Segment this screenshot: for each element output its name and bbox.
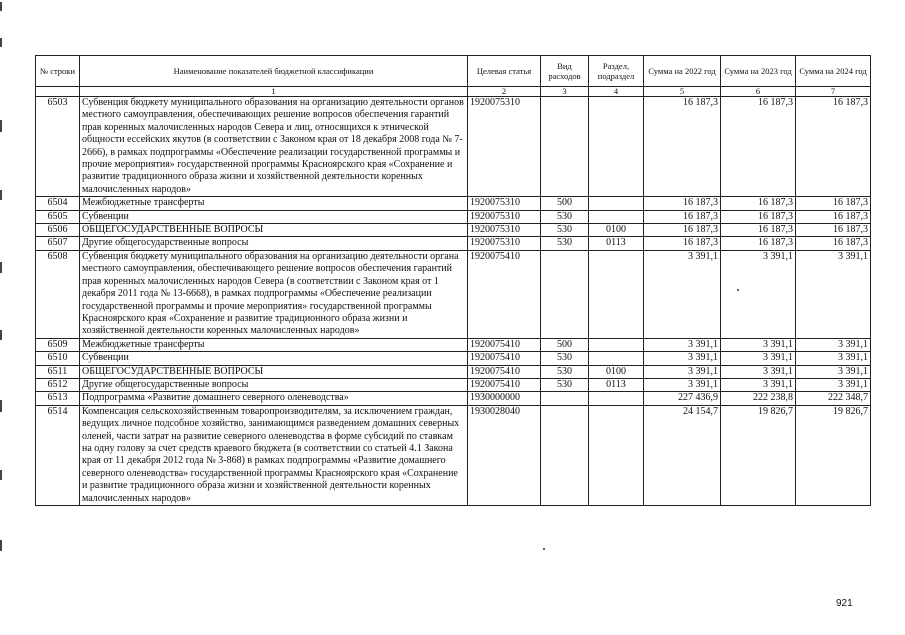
- sum-2022: 3 391,1: [644, 365, 721, 378]
- sum-2022: 3 391,1: [644, 378, 721, 391]
- section-code: 0113: [589, 378, 644, 391]
- target-article: 1920075410: [468, 365, 541, 378]
- target-article: 1930028040: [468, 405, 541, 505]
- sum-2022: 3 391,1: [644, 338, 721, 351]
- indicator-name: Другие общегосударственные вопросы: [80, 237, 468, 250]
- table-row: [36, 352, 871, 365]
- table-row: [36, 210, 871, 223]
- table-row: [36, 338, 871, 351]
- column-number: 5: [644, 87, 721, 97]
- scan-edge-mark: [0, 470, 2, 480]
- expense-type: 500: [541, 197, 589, 210]
- section-code: 0100: [589, 224, 644, 237]
- scan-speck: [737, 289, 739, 291]
- target-article: 1920075310: [468, 197, 541, 210]
- sum-2024: 16 187,3: [796, 224, 871, 237]
- table-row: [36, 365, 871, 378]
- sum-2023: 3 391,1: [721, 250, 796, 338]
- section-code: [589, 210, 644, 223]
- sum-2023: 16 187,3: [721, 237, 796, 250]
- sum-2024: 16 187,3: [796, 237, 871, 250]
- table-row: [36, 197, 871, 210]
- column-number: 2: [468, 87, 541, 97]
- scan-speck: [543, 548, 545, 550]
- row-number: 6507: [36, 237, 80, 250]
- sum-2023: 3 391,1: [721, 378, 796, 391]
- indicator-name: Компенсация сельскохозяйственным товаропроизводителям, за исключением граждан, ведущих личное подсобное хозяйство, занимающимся разведением домашних северных оленей, части затрат на развитие северного оленеводства в форме субсидий по ставкам на одну голову за счет средств краевого бюджета (в соответствии со статьей 4.1 Закона края от 11 декабря 2012 года № 3-868) в рамках подпрограммы «Развитие домашнего северного оленеводства» государственной программы Красноярского края «Сохранение и развитие традиционного образа жизни и хозяйственной деятельности коренных малочисленных народов»: [80, 405, 468, 505]
- indicator-name: Субвенции: [80, 210, 468, 223]
- table-row: [36, 237, 871, 250]
- scan-edge-mark: [0, 540, 2, 551]
- sum-2024: 16 187,3: [796, 97, 871, 197]
- row-number: 6503: [36, 97, 80, 197]
- scan-edge-mark: [0, 38, 2, 47]
- table-row: [36, 378, 871, 391]
- row-number: 6509: [36, 338, 80, 351]
- sum-2022: 3 391,1: [644, 352, 721, 365]
- sum-2024: 3 391,1: [796, 365, 871, 378]
- row-number: 6512: [36, 378, 80, 391]
- section-code: [589, 392, 644, 405]
- expense-type: 530: [541, 378, 589, 391]
- section-code: 0100: [589, 365, 644, 378]
- sum-2024: 3 391,1: [796, 352, 871, 365]
- budget-classification-table: [35, 55, 871, 506]
- sum-2023: 3 391,1: [721, 338, 796, 351]
- sum-2024: 3 391,1: [796, 338, 871, 351]
- table-header-row: [36, 56, 871, 87]
- column-number: 1: [80, 87, 468, 97]
- indicator-name: Подпрограмма «Развитие домашнего северного оленеводства»: [80, 392, 468, 405]
- scan-edge-mark: [0, 2, 2, 11]
- table-row: [36, 405, 871, 505]
- scan-edge-mark: [0, 120, 2, 132]
- row-number: 6505: [36, 210, 80, 223]
- table-row: [36, 97, 871, 197]
- column-number: 3: [541, 87, 589, 97]
- sum-2024: 16 187,3: [796, 197, 871, 210]
- expense-type: 530: [541, 237, 589, 250]
- header-sum-2022: Сумма на 2022 год: [644, 56, 721, 87]
- expense-type: [541, 405, 589, 505]
- sum-2022: 16 187,3: [644, 197, 721, 210]
- target-article: 1930000000: [468, 392, 541, 405]
- indicator-name: Субвенция бюджету муниципального образования на организацию деятельности органов местного самоуправления, обеспечивающих решение вопросов обеспечения гарантий прав коренных малочисленных народов Севера и лиц, относящихся к этнической общности ессейских якутов (в соответствии с Законом края от 18 декабря 2008 года № 7-2666), в рамках подпрограммы «Обеспечение реализации государственной программы и прочие мероприятия» государственной программы Красноярского края «Сохранение и развитие традиционного образа жизни и хозяйственной деятельности коренных малочисленных народов»: [80, 97, 468, 197]
- scan-edge-mark: [0, 190, 2, 200]
- header-sum-2023: Сумма на 2023 год: [721, 56, 796, 87]
- sum-2023: 16 187,3: [721, 97, 796, 197]
- scan-edge-mark: [0, 262, 2, 273]
- expense-type: [541, 97, 589, 197]
- column-number: 7: [796, 87, 871, 97]
- expense-type: 530: [541, 352, 589, 365]
- header-row-number: № строки: [36, 56, 80, 87]
- section-code: 0113: [589, 237, 644, 250]
- header-sum-2024: Сумма на 2024 год: [796, 56, 871, 87]
- indicator-name: Межбюджетные трансферты: [80, 338, 468, 351]
- sum-2023: 3 391,1: [721, 365, 796, 378]
- sum-2022: 16 187,3: [644, 237, 721, 250]
- target-article: 1920075410: [468, 250, 541, 338]
- sum-2022: 227 436,9: [644, 392, 721, 405]
- sum-2022: 3 391,1: [644, 250, 721, 338]
- expense-type: 530: [541, 224, 589, 237]
- sum-2024: 3 391,1: [796, 250, 871, 338]
- target-article: 1920075310: [468, 210, 541, 223]
- section-code: [589, 352, 644, 365]
- sum-2022: 24 154,7: [644, 405, 721, 505]
- page-number: 921: [836, 598, 853, 609]
- header-indicator-name: Наименование показателей бюджетной классификации: [80, 56, 468, 87]
- table-row: [36, 392, 871, 405]
- scan-edge-mark: [0, 400, 2, 412]
- row-number: 6504: [36, 197, 80, 210]
- section-code: [589, 197, 644, 210]
- target-article: 1920075410: [468, 352, 541, 365]
- column-number-row: [36, 87, 871, 97]
- indicator-name: Другие общегосударственные вопросы: [80, 378, 468, 391]
- row-number: 6513: [36, 392, 80, 405]
- row-number: 6508: [36, 250, 80, 338]
- sum-2023: 222 238,8: [721, 392, 796, 405]
- sum-2022: 16 187,3: [644, 97, 721, 197]
- target-article: 1920075310: [468, 224, 541, 237]
- target-article: 1920075410: [468, 378, 541, 391]
- sum-2022: 16 187,3: [644, 224, 721, 237]
- header-section: Раздел, подраздел: [589, 56, 644, 87]
- row-number: 6506: [36, 224, 80, 237]
- section-code: [589, 338, 644, 351]
- row-number: 6510: [36, 352, 80, 365]
- indicator-name: ОБЩЕГОСУДАРСТВЕННЫЕ ВОПРОСЫ: [80, 365, 468, 378]
- row-number: 6511: [36, 365, 80, 378]
- expense-type: 530: [541, 365, 589, 378]
- header-expense-type: Вид расходов: [541, 56, 589, 87]
- sum-2023: 19 826,7: [721, 405, 796, 505]
- target-article: 1920075310: [468, 97, 541, 197]
- sum-2023: 16 187,3: [721, 197, 796, 210]
- target-article: 1920075310: [468, 237, 541, 250]
- sum-2023: 3 391,1: [721, 352, 796, 365]
- indicator-name: ОБЩЕГОСУДАРСТВЕННЫЕ ВОПРОСЫ: [80, 224, 468, 237]
- sum-2023: 16 187,3: [721, 210, 796, 223]
- column-number: [36, 87, 80, 97]
- section-code: [589, 250, 644, 338]
- expense-type: [541, 250, 589, 338]
- row-number: 6514: [36, 405, 80, 505]
- table-row: [36, 224, 871, 237]
- column-number: 4: [589, 87, 644, 97]
- sum-2024: 19 826,7: [796, 405, 871, 505]
- sum-2023: 16 187,3: [721, 224, 796, 237]
- indicator-name: Субвенции: [80, 352, 468, 365]
- sum-2022: 16 187,3: [644, 210, 721, 223]
- section-code: [589, 405, 644, 505]
- expense-type: [541, 392, 589, 405]
- section-code: [589, 97, 644, 197]
- header-target-article: Целевая статья: [468, 56, 541, 87]
- table-row: [36, 250, 871, 338]
- indicator-name: Межбюджетные трансферты: [80, 197, 468, 210]
- target-article: 1920075410: [468, 338, 541, 351]
- expense-type: 530: [541, 210, 589, 223]
- column-number: 6: [721, 87, 796, 97]
- expense-type: 500: [541, 338, 589, 351]
- scan-edge-mark: [0, 330, 2, 340]
- sum-2024: 16 187,3: [796, 210, 871, 223]
- sum-2024: 222 348,7: [796, 392, 871, 405]
- indicator-name: Субвенция бюджету муниципального образования на организацию деятельности органа местного самоуправления, обеспечивающего решение вопросов обеспечения гарантий прав коренных малочисленных народов Севера (в соответствии с Законом края от 1 декабря 2011 года № 13-6668), в рамках подпрограммы «Обеспечение реализации государственной программы и прочие мероприятия» государственной программы Красноярского края «Сохранение и развитие традиционного образа жизни и хозяйственной деятельности коренных малочисленных народов»: [80, 250, 468, 338]
- sum-2024: 3 391,1: [796, 378, 871, 391]
